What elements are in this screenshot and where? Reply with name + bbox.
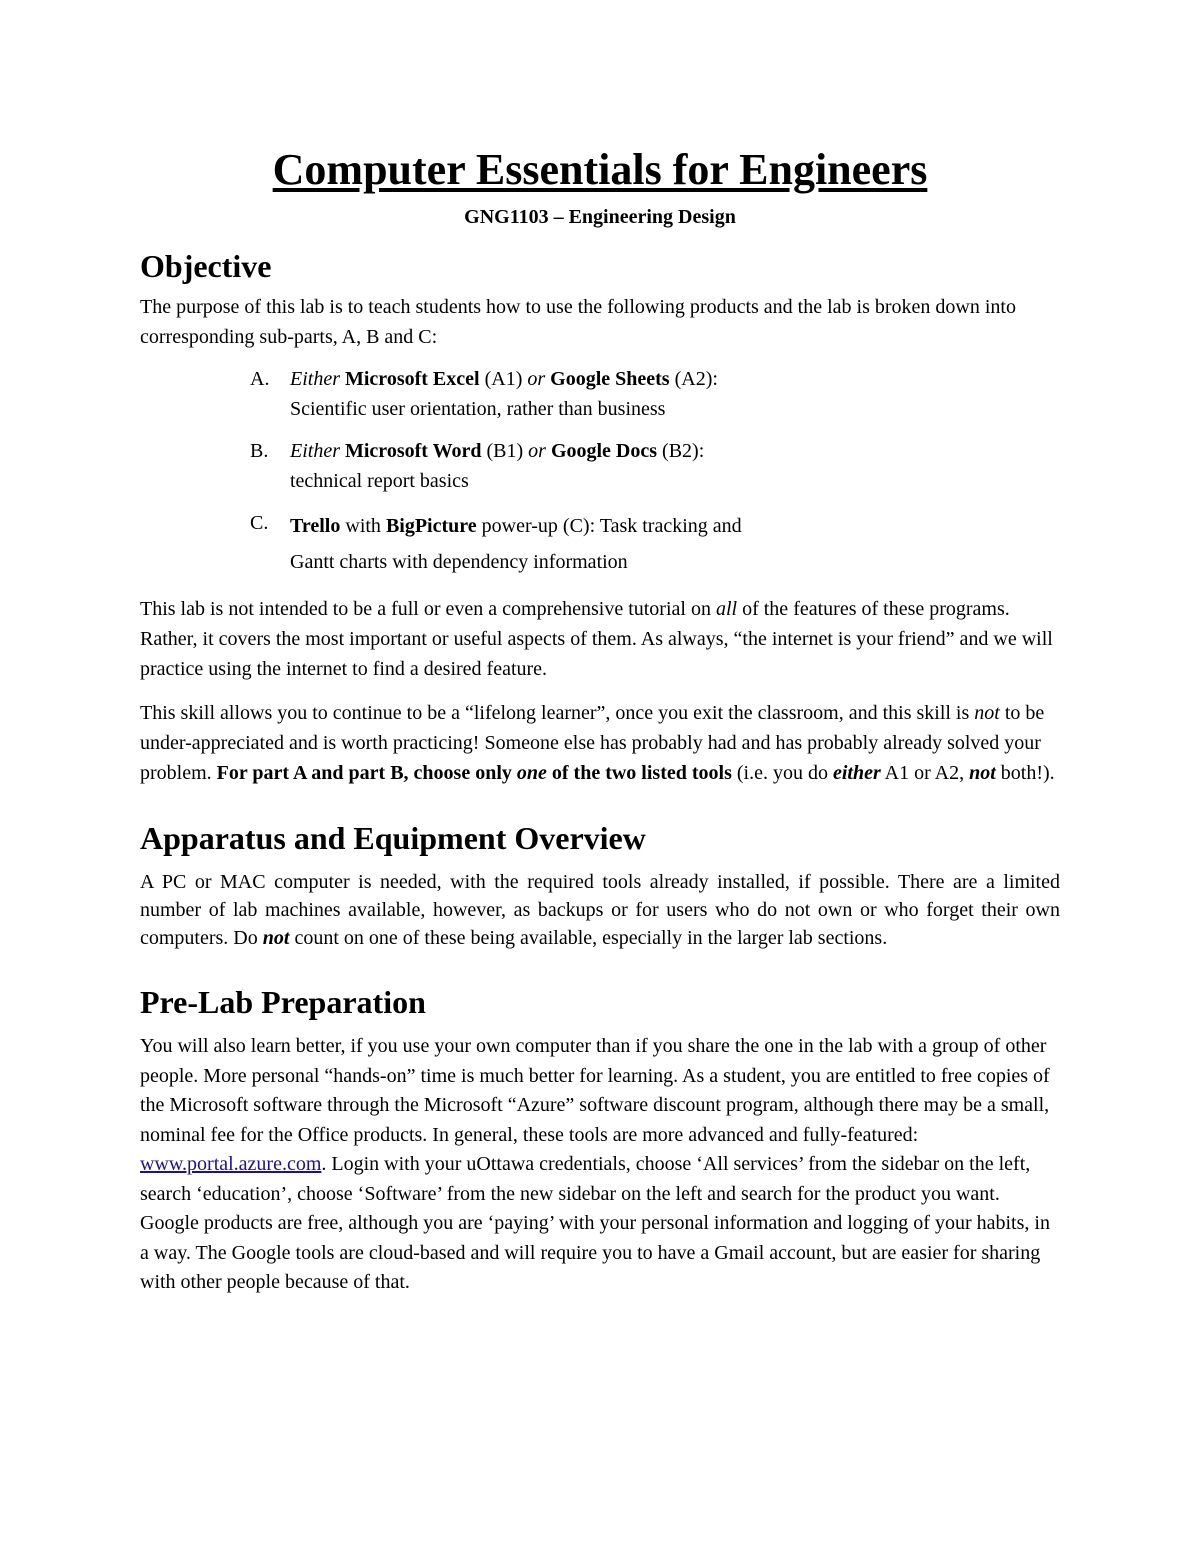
tool-name: Trello [290, 515, 341, 537]
prelab-heading: Pre-Lab Preparation [140, 984, 426, 1020]
tool-name: Google Sheets [550, 368, 670, 390]
apparatus-heading: Apparatus and Equipment Overview [140, 820, 646, 856]
tool-name: BigPicture [385, 515, 477, 537]
list-letter: B. [250, 440, 269, 462]
tool-name: Microsoft Word [345, 440, 482, 462]
either-text: Either [290, 368, 340, 390]
azure-portal-link[interactable]: www.portal.azure.com [140, 1153, 322, 1175]
tool-name: Microsoft Excel [345, 368, 480, 390]
list-item-a: A. Either Microsoft Excel (A1) or Google Sheets (A2): Scientific user orientation, rather than business [140, 364, 1060, 424]
list-letter: A. [250, 368, 270, 390]
document-subtitle: GNG1103 – Engineering Design [464, 206, 736, 228]
either-text: Either [290, 440, 340, 462]
list-item-description: technical report basics [290, 470, 469, 492]
list-item-c: C. Trello with BigPicture power-up (C): Task tracking and Gantt charts with dependency information [140, 508, 1060, 580]
objective-heading: Objective [140, 248, 272, 284]
list-item-description: Gantt charts with dependency information [290, 551, 628, 573]
objective-paragraph-3: This skill allows you to continue to be a “lifelong learner”, once you exit the classroom, and this skill is not to be under-appreciated and is worth practicing! Someone else has probably had and has probably already solved your problem. For part A and part B, choose only one of the two listed tools (i.e. you do either A1 or A2, not both!). [140, 702, 1055, 784]
document-title: Computer Essentials for Engineers [272, 145, 928, 194]
prelab-paragraph: You will also learn better, if you use your own computer than if you share the one in the lab with a group of other people. More personal “hands-on” time is much better for learning. As a student, you are entitled to free copies of the Microsoft software through the Microsoft “Azure” software discount program, although there may be a small, nominal fee for the Office products. In general, these tools are more advanced and fully-featured: www.portal.azure.com. Login with your uOttawa credentials, choose ‘All services’ from the sidebar on the left, search ‘education’, choose ‘Software’ from the new sidebar on the left and search for the product you want. Google products are free, although you are ‘paying’ with your personal information and logging of your habits, in a way. The Google tools are cloud-based and will require you to have a Gmail account, but are easier for sharing with other people because of that. [140, 1035, 1050, 1293]
list-item-b: B. Either Microsoft Word (B1) or Google Docs (B2): technical report basics [140, 436, 1060, 496]
apparatus-paragraph: A PC or MAC computer is needed, with the required tools already installed, if possible. There are a limited number of lab machines available, however, as backups or for users who do not own or who forget their own computers. Do not count on one of these being available, especially in the larger lab sections. [140, 871, 1060, 949]
list-letter: C. [250, 512, 269, 534]
objective-intro: The purpose of this lab is to teach students how to use the following products and the lab is broken down into corresponding sub-parts, A, B and C: [140, 296, 1016, 348]
list-item-description: Scientific user orientation, rather than business [290, 398, 666, 420]
tool-name: Google Docs [550, 440, 658, 462]
tool-list [140, 364, 1060, 580]
objective-paragraph-2: This lab is not intended to be a full or even a comprehensive tutorial on all of the features of these programs. Rather, it covers the most important or useful aspects of them. As always, “the internet is your friend” and we will practice using the internet to find a desired feature. [140, 598, 1053, 680]
